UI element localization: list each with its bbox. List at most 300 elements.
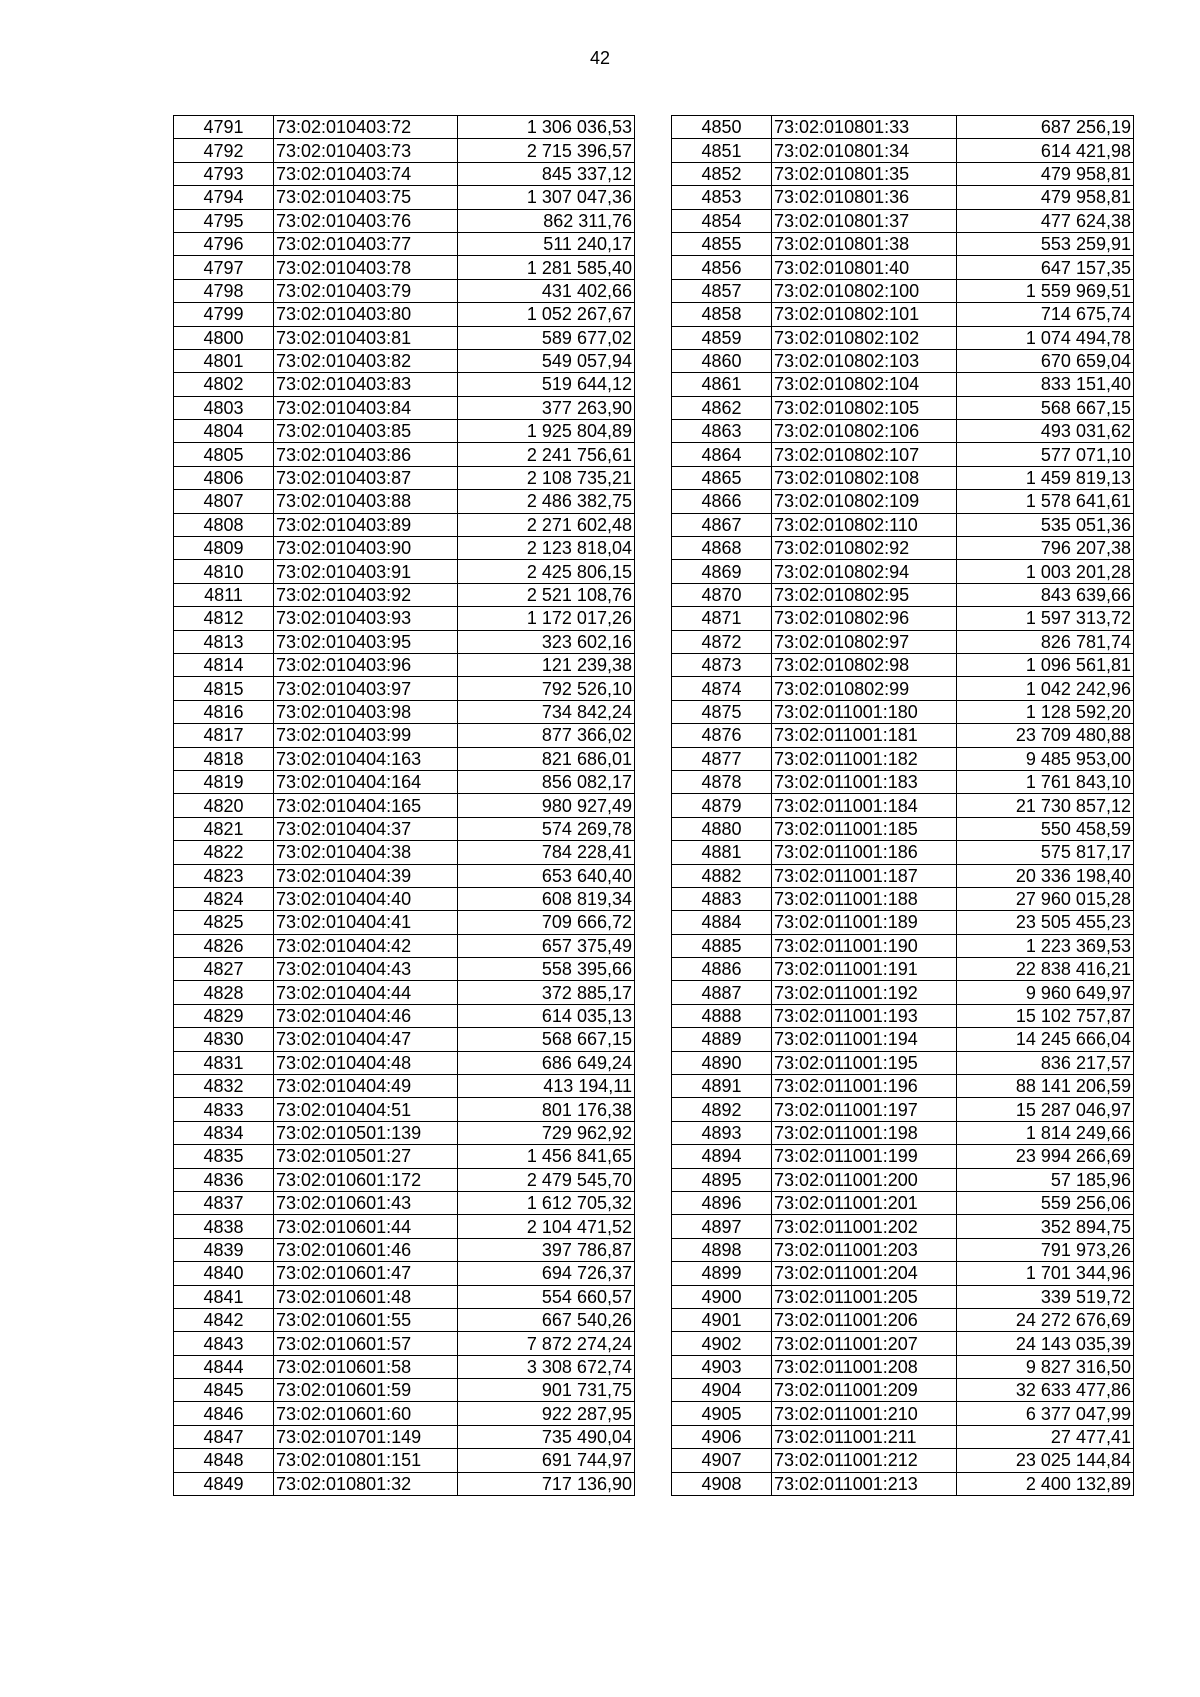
table-row bbox=[174, 700, 635, 723]
cadastral-value-cell: 24 272 676,69 bbox=[957, 1308, 1134, 1331]
row-number-cell: 4834 bbox=[174, 1121, 274, 1144]
cadastral-value-cell: 1 281 585,40 bbox=[458, 256, 635, 279]
row-number-cell: 4873 bbox=[672, 653, 772, 676]
cadastral-number-cell: 73:02:011001:182 bbox=[772, 747, 957, 770]
cadastral-value-cell: 574 269,78 bbox=[458, 817, 635, 840]
row-number-cell: 4855 bbox=[672, 232, 772, 255]
cadastral-number-cell: 73:02:010601:57 bbox=[274, 1332, 458, 1355]
table-row bbox=[672, 1379, 1134, 1402]
cadastral-value-cell: 575 817,17 bbox=[957, 841, 1134, 864]
cadastral-value-cell: 535 051,36 bbox=[957, 513, 1134, 536]
table-row bbox=[174, 630, 635, 653]
row-number-cell: 4821 bbox=[174, 817, 274, 840]
table-row bbox=[672, 326, 1134, 349]
table-row bbox=[672, 583, 1134, 606]
row-number-cell: 4875 bbox=[672, 700, 772, 723]
cadastral-number-cell: 73:02:010801:34 bbox=[772, 139, 957, 162]
cadastral-number-cell: 73:02:011001:181 bbox=[772, 724, 957, 747]
cadastral-value-cell: 801 176,38 bbox=[458, 1098, 635, 1121]
row-number-cell: 4879 bbox=[672, 794, 772, 817]
row-number-cell: 4887 bbox=[672, 981, 772, 1004]
row-number-cell: 4862 bbox=[672, 396, 772, 419]
cadastral-value-cell: 2 486 382,75 bbox=[458, 490, 635, 513]
cadastral-number-cell: 73:02:010404:49 bbox=[274, 1075, 458, 1098]
table-row bbox=[174, 232, 635, 255]
cadastral-number-cell: 73:02:010801:37 bbox=[772, 209, 957, 232]
cadastral-number-cell: 73:02:010404:51 bbox=[274, 1098, 458, 1121]
table-row bbox=[672, 1215, 1134, 1238]
cadastral-value-cell: 23 505 455,23 bbox=[957, 911, 1134, 934]
table-row bbox=[174, 1051, 635, 1074]
cadastral-number-cell: 73:02:011001:207 bbox=[772, 1332, 957, 1355]
table-row bbox=[672, 1238, 1134, 1261]
cadastral-number-cell: 73:02:011001:201 bbox=[772, 1191, 957, 1214]
cadastral-value-cell: 687 256,19 bbox=[957, 116, 1134, 139]
table-row bbox=[672, 466, 1134, 489]
row-number-cell: 4803 bbox=[174, 396, 274, 419]
cadastral-value-cell: 614 035,13 bbox=[458, 1004, 635, 1027]
table-row bbox=[672, 1285, 1134, 1308]
cadastral-value-cell: 2 715 396,57 bbox=[458, 139, 635, 162]
table-row bbox=[672, 373, 1134, 396]
row-number-cell: 4793 bbox=[174, 162, 274, 185]
cadastral-number-cell: 73:02:010403:87 bbox=[274, 466, 458, 489]
table-row bbox=[672, 1145, 1134, 1168]
cadastral-number-cell: 73:02:010802:108 bbox=[772, 466, 957, 489]
cadastral-number-cell: 73:02:010601:46 bbox=[274, 1238, 458, 1261]
row-number-cell: 4904 bbox=[672, 1379, 772, 1402]
row-number-cell: 4891 bbox=[672, 1075, 772, 1098]
table-row bbox=[672, 630, 1134, 653]
row-number-cell: 4792 bbox=[174, 139, 274, 162]
cadastral-value-cell: 14 245 666,04 bbox=[957, 1028, 1134, 1051]
cadastral-value-cell: 553 259,91 bbox=[957, 232, 1134, 255]
row-number-cell: 4880 bbox=[672, 817, 772, 840]
cadastral-number-cell: 73:02:011001:202 bbox=[772, 1215, 957, 1238]
cadastral-value-cell: 1 074 494,78 bbox=[957, 326, 1134, 349]
row-number-cell: 4861 bbox=[672, 373, 772, 396]
table-row bbox=[672, 1098, 1134, 1121]
cadastral-number-cell: 73:02:010404:44 bbox=[274, 981, 458, 1004]
table-row bbox=[672, 209, 1134, 232]
table-row bbox=[672, 1051, 1134, 1074]
cadastral-number-cell: 73:02:011001:205 bbox=[772, 1285, 957, 1308]
cadastral-value-cell: 6 377 047,99 bbox=[957, 1402, 1134, 1425]
cadastral-value-cell: 23 025 144,84 bbox=[957, 1449, 1134, 1472]
table-row bbox=[672, 653, 1134, 676]
cadastral-number-cell: 73:02:011001:184 bbox=[772, 794, 957, 817]
row-number-cell: 4866 bbox=[672, 490, 772, 513]
cadastral-number-cell: 73:02:010801:35 bbox=[772, 162, 957, 185]
cadastral-value-cell: 1 306 036,53 bbox=[458, 116, 635, 139]
cadastral-number-cell: 73:02:010802:92 bbox=[772, 537, 957, 560]
table-row bbox=[672, 841, 1134, 864]
cadastral-number-cell: 73:02:011001:192 bbox=[772, 981, 957, 1004]
cadastral-value-table-right bbox=[671, 115, 1134, 1496]
row-number-cell: 4832 bbox=[174, 1075, 274, 1098]
row-number-cell: 4807 bbox=[174, 490, 274, 513]
cadastral-number-cell: 73:02:010403:81 bbox=[274, 326, 458, 349]
cadastral-number-cell: 73:02:010601:60 bbox=[274, 1402, 458, 1425]
row-number-cell: 4836 bbox=[174, 1168, 274, 1191]
row-number-cell: 4823 bbox=[174, 864, 274, 887]
row-number-cell: 4870 bbox=[672, 583, 772, 606]
table-row bbox=[174, 1285, 635, 1308]
table-row bbox=[672, 911, 1134, 934]
cadastral-value-cell: 2 271 602,48 bbox=[458, 513, 635, 536]
table-row bbox=[672, 162, 1134, 185]
table-row bbox=[672, 1449, 1134, 1472]
cadastral-number-cell: 73:02:010403:97 bbox=[274, 677, 458, 700]
cadastral-number-cell: 73:02:011001:212 bbox=[772, 1449, 957, 1472]
row-number-cell: 4858 bbox=[672, 303, 772, 326]
table-row bbox=[174, 911, 635, 934]
cadastral-value-cell: 821 686,01 bbox=[458, 747, 635, 770]
cadastral-value-cell: 24 143 035,39 bbox=[957, 1332, 1134, 1355]
cadastral-number-cell: 73:02:011001:203 bbox=[772, 1238, 957, 1261]
table-row bbox=[672, 864, 1134, 887]
table-row bbox=[672, 232, 1134, 255]
cadastral-number-cell: 73:02:011001:208 bbox=[772, 1355, 957, 1378]
cadastral-number-cell: 73:02:010802:110 bbox=[772, 513, 957, 536]
row-number-cell: 4813 bbox=[174, 630, 274, 653]
table-row bbox=[672, 303, 1134, 326]
cadastral-value-table-left bbox=[173, 115, 635, 1496]
cadastral-number-cell: 73:02:010501:139 bbox=[274, 1121, 458, 1144]
cadastral-value-cell: 791 973,26 bbox=[957, 1238, 1134, 1261]
cadastral-number-cell: 73:02:010801:32 bbox=[274, 1472, 458, 1495]
row-number-cell: 4833 bbox=[174, 1098, 274, 1121]
cadastral-value-cell: 27 960 015,28 bbox=[957, 887, 1134, 910]
cadastral-number-cell: 73:02:010404:37 bbox=[274, 817, 458, 840]
row-number-cell: 4839 bbox=[174, 1238, 274, 1261]
row-number-cell: 4817 bbox=[174, 724, 274, 747]
table-row bbox=[174, 326, 635, 349]
cadastral-number-cell: 73:02:011001:187 bbox=[772, 864, 957, 887]
cadastral-value-cell: 477 624,38 bbox=[957, 209, 1134, 232]
cadastral-number-cell: 73:02:011001:200 bbox=[772, 1168, 957, 1191]
cadastral-value-cell: 1 456 841,65 bbox=[458, 1145, 635, 1168]
cadastral-number-cell: 73:02:010802:100 bbox=[772, 279, 957, 302]
cadastral-number-cell: 73:02:010403:86 bbox=[274, 443, 458, 466]
cadastral-value-cell: 1 042 242,96 bbox=[957, 677, 1134, 700]
table-row bbox=[672, 560, 1134, 583]
row-number-cell: 4812 bbox=[174, 607, 274, 630]
table-row bbox=[174, 1425, 635, 1448]
row-number-cell: 4896 bbox=[672, 1191, 772, 1214]
table-row bbox=[174, 1472, 635, 1495]
cadastral-value-cell: 784 228,41 bbox=[458, 841, 635, 864]
table-row bbox=[174, 537, 635, 560]
row-number-cell: 4884 bbox=[672, 911, 772, 934]
cadastral-number-cell: 73:02:010802:96 bbox=[772, 607, 957, 630]
row-number-cell: 4872 bbox=[672, 630, 772, 653]
cadastral-value-cell: 734 842,24 bbox=[458, 700, 635, 723]
row-number-cell: 4819 bbox=[174, 770, 274, 793]
table-row bbox=[672, 747, 1134, 770]
row-number-cell: 4816 bbox=[174, 700, 274, 723]
cadastral-number-cell: 73:02:011001:196 bbox=[772, 1075, 957, 1098]
cadastral-number-cell: 73:02:010801:33 bbox=[772, 116, 957, 139]
row-number-cell: 4878 bbox=[672, 770, 772, 793]
cadastral-number-cell: 73:02:010801:36 bbox=[772, 186, 957, 209]
table-row bbox=[174, 1449, 635, 1472]
table-row bbox=[672, 1402, 1134, 1425]
cadastral-value-cell: 1 925 804,89 bbox=[458, 420, 635, 443]
row-number-cell: 4841 bbox=[174, 1285, 274, 1308]
cadastral-value-cell: 1 814 249,66 bbox=[957, 1121, 1134, 1144]
row-number-cell: 4860 bbox=[672, 349, 772, 372]
cadastral-number-cell: 73:02:010404:164 bbox=[274, 770, 458, 793]
table-row bbox=[174, 1332, 635, 1355]
row-number-cell: 4830 bbox=[174, 1028, 274, 1051]
cadastral-number-cell: 73:02:010601:59 bbox=[274, 1379, 458, 1402]
row-number-cell: 4818 bbox=[174, 747, 274, 770]
cadastral-value-cell: 653 640,40 bbox=[458, 864, 635, 887]
cadastral-number-cell: 73:02:010403:99 bbox=[274, 724, 458, 747]
row-number-cell: 4889 bbox=[672, 1028, 772, 1051]
cadastral-value-cell: 479 958,81 bbox=[957, 162, 1134, 185]
row-number-cell: 4799 bbox=[174, 303, 274, 326]
cadastral-number-cell: 73:02:010601:58 bbox=[274, 1355, 458, 1378]
cadastral-value-cell: 1 307 047,36 bbox=[458, 186, 635, 209]
table-row bbox=[174, 1028, 635, 1051]
row-number-cell: 4838 bbox=[174, 1215, 274, 1238]
cadastral-number-cell: 73:02:010801:151 bbox=[274, 1449, 458, 1472]
cadastral-value-cell: 568 667,15 bbox=[458, 1028, 635, 1051]
table-row bbox=[174, 349, 635, 372]
row-number-cell: 4844 bbox=[174, 1355, 274, 1378]
table-row bbox=[174, 607, 635, 630]
cadastral-value-cell: 27 477,41 bbox=[957, 1425, 1134, 1448]
table-row bbox=[174, 1145, 635, 1168]
row-number-cell: 4857 bbox=[672, 279, 772, 302]
row-number-cell: 4871 bbox=[672, 607, 772, 630]
row-number-cell: 4854 bbox=[672, 209, 772, 232]
cadastral-number-cell: 73:02:010601:48 bbox=[274, 1285, 458, 1308]
row-number-cell: 4883 bbox=[672, 887, 772, 910]
cadastral-number-cell: 73:02:011001:188 bbox=[772, 887, 957, 910]
cadastral-number-cell: 73:02:010802:103 bbox=[772, 349, 957, 372]
table-row bbox=[672, 1262, 1134, 1285]
row-number-cell: 4892 bbox=[672, 1098, 772, 1121]
row-number-cell: 4899 bbox=[672, 1262, 772, 1285]
cadastral-number-cell: 73:02:010802:98 bbox=[772, 653, 957, 676]
cadastral-number-cell: 73:02:010801:38 bbox=[772, 232, 957, 255]
table-row bbox=[672, 1168, 1134, 1191]
cadastral-value-cell: 647 157,35 bbox=[957, 256, 1134, 279]
table-row bbox=[672, 1425, 1134, 1448]
row-number-cell: 4894 bbox=[672, 1145, 772, 1168]
cadastral-value-cell: 608 819,34 bbox=[458, 887, 635, 910]
cadastral-value-cell: 121 239,38 bbox=[458, 653, 635, 676]
row-number-cell: 4829 bbox=[174, 1004, 274, 1027]
table-row bbox=[672, 1472, 1134, 1495]
cadastral-value-cell: 856 082,17 bbox=[458, 770, 635, 793]
cadastral-number-cell: 73:02:010403:95 bbox=[274, 630, 458, 653]
cadastral-value-cell: 2 521 108,76 bbox=[458, 583, 635, 606]
cadastral-value-cell: 23 994 266,69 bbox=[957, 1145, 1134, 1168]
cadastral-value-cell: 1 761 843,10 bbox=[957, 770, 1134, 793]
cadastral-value-cell: 1 223 369,53 bbox=[957, 934, 1134, 957]
cadastral-number-cell: 73:02:011001:211 bbox=[772, 1425, 957, 1448]
cadastral-value-cell: 836 217,57 bbox=[957, 1051, 1134, 1074]
row-number-cell: 4890 bbox=[672, 1051, 772, 1074]
table-row bbox=[672, 934, 1134, 957]
cadastral-number-cell: 73:02:010802:97 bbox=[772, 630, 957, 653]
cadastral-number-cell: 73:02:010403:91 bbox=[274, 560, 458, 583]
row-number-cell: 4900 bbox=[672, 1285, 772, 1308]
cadastral-number-cell: 73:02:010601:44 bbox=[274, 1215, 458, 1238]
table-row bbox=[174, 958, 635, 981]
table-row bbox=[174, 1379, 635, 1402]
row-number-cell: 4885 bbox=[672, 934, 772, 957]
cadastral-value-cell: 88 141 206,59 bbox=[957, 1075, 1134, 1098]
cadastral-value-cell: 901 731,75 bbox=[458, 1379, 635, 1402]
cadastral-value-cell: 15 102 757,87 bbox=[957, 1004, 1134, 1027]
table-row bbox=[672, 1075, 1134, 1098]
cadastral-number-cell: 73:02:010403:90 bbox=[274, 537, 458, 560]
cadastral-value-cell: 694 726,37 bbox=[458, 1262, 635, 1285]
cadastral-number-cell: 73:02:011001:197 bbox=[772, 1098, 957, 1121]
table-row bbox=[174, 560, 635, 583]
cadastral-number-cell: 73:02:010403:75 bbox=[274, 186, 458, 209]
table-row bbox=[174, 396, 635, 419]
row-number-cell: 4901 bbox=[672, 1308, 772, 1331]
row-number-cell: 4906 bbox=[672, 1425, 772, 1448]
table-row bbox=[174, 186, 635, 209]
cadastral-number-cell: 73:02:010601:55 bbox=[274, 1308, 458, 1331]
table-row bbox=[174, 256, 635, 279]
table-row bbox=[174, 864, 635, 887]
cadastral-number-cell: 73:02:011001:210 bbox=[772, 1402, 957, 1425]
table-row bbox=[174, 279, 635, 302]
cadastral-value-cell: 667 540,26 bbox=[458, 1308, 635, 1331]
cadastral-value-cell: 1 459 819,13 bbox=[957, 466, 1134, 489]
cadastral-number-cell: 73:02:011001:206 bbox=[772, 1308, 957, 1331]
row-number-cell: 4815 bbox=[174, 677, 274, 700]
row-number-cell: 4796 bbox=[174, 232, 274, 255]
table-row bbox=[672, 677, 1134, 700]
table-row bbox=[174, 724, 635, 747]
cadastral-value-cell: 15 287 046,97 bbox=[957, 1098, 1134, 1121]
row-number-cell: 4856 bbox=[672, 256, 772, 279]
cadastral-number-cell: 73:02:011001:204 bbox=[772, 1262, 957, 1285]
row-number-cell: 4814 bbox=[174, 653, 274, 676]
cadastral-value-cell: 1 559 969,51 bbox=[957, 279, 1134, 302]
table-row bbox=[174, 373, 635, 396]
row-number-cell: 4853 bbox=[672, 186, 772, 209]
table-row bbox=[174, 116, 635, 139]
table-row bbox=[672, 279, 1134, 302]
table-row bbox=[174, 1238, 635, 1261]
cadastral-value-cell: 20 336 198,40 bbox=[957, 864, 1134, 887]
table-row bbox=[174, 1215, 635, 1238]
row-number-cell: 4837 bbox=[174, 1191, 274, 1214]
row-number-cell: 4824 bbox=[174, 887, 274, 910]
row-number-cell: 4882 bbox=[672, 864, 772, 887]
table-row bbox=[672, 770, 1134, 793]
table-row bbox=[672, 958, 1134, 981]
cadastral-value-cell: 493 031,62 bbox=[957, 420, 1134, 443]
cadastral-value-cell: 549 057,94 bbox=[458, 349, 635, 372]
row-number-cell: 4851 bbox=[672, 139, 772, 162]
table-row bbox=[174, 1262, 635, 1285]
table-row bbox=[672, 724, 1134, 747]
cadastral-value-cell: 2 425 806,15 bbox=[458, 560, 635, 583]
table-row bbox=[174, 981, 635, 1004]
cadastral-value-cell: 511 240,17 bbox=[458, 232, 635, 255]
table-row bbox=[174, 420, 635, 443]
cadastral-value-cell: 352 894,75 bbox=[957, 1215, 1134, 1238]
cadastral-value-cell: 377 263,90 bbox=[458, 396, 635, 419]
row-number-cell: 4865 bbox=[672, 466, 772, 489]
cadastral-number-cell: 73:02:010403:84 bbox=[274, 396, 458, 419]
cadastral-number-cell: 73:02:010403:96 bbox=[274, 653, 458, 676]
table-row bbox=[174, 794, 635, 817]
cadastral-number-cell: 73:02:011001:209 bbox=[772, 1379, 957, 1402]
table-row bbox=[174, 1168, 635, 1191]
table-row bbox=[174, 303, 635, 326]
table-row bbox=[672, 443, 1134, 466]
cadastral-value-cell: 568 667,15 bbox=[957, 396, 1134, 419]
cadastral-number-cell: 73:02:010403:74 bbox=[274, 162, 458, 185]
cadastral-number-cell: 73:02:011001:199 bbox=[772, 1145, 957, 1168]
cadastral-number-cell: 73:02:010403:80 bbox=[274, 303, 458, 326]
row-number-cell: 4801 bbox=[174, 349, 274, 372]
row-number-cell: 4849 bbox=[174, 1472, 274, 1495]
cadastral-number-cell: 73:02:011001:213 bbox=[772, 1472, 957, 1495]
table-row bbox=[174, 1308, 635, 1331]
cadastral-number-cell: 73:02:010404:48 bbox=[274, 1051, 458, 1074]
row-number-cell: 4868 bbox=[672, 537, 772, 560]
cadastral-number-cell: 73:02:011001:191 bbox=[772, 958, 957, 981]
table-row bbox=[174, 1355, 635, 1378]
row-number-cell: 4791 bbox=[174, 116, 274, 139]
table-row bbox=[174, 443, 635, 466]
row-number-cell: 4897 bbox=[672, 1215, 772, 1238]
cadastral-number-cell: 73:02:010601:172 bbox=[274, 1168, 458, 1191]
cadastral-number-cell: 73:02:010404:39 bbox=[274, 864, 458, 887]
row-number-cell: 4840 bbox=[174, 1262, 274, 1285]
table-row bbox=[672, 887, 1134, 910]
cadastral-value-cell: 1 597 313,72 bbox=[957, 607, 1134, 630]
table-row bbox=[174, 162, 635, 185]
cadastral-value-cell: 862 311,76 bbox=[458, 209, 635, 232]
cadastral-value-cell: 9 827 316,50 bbox=[957, 1355, 1134, 1378]
cadastral-number-cell: 73:02:010404:42 bbox=[274, 934, 458, 957]
cadastral-number-cell: 73:02:010404:46 bbox=[274, 1004, 458, 1027]
cadastral-value-cell: 735 490,04 bbox=[458, 1425, 635, 1448]
table-row bbox=[672, 1308, 1134, 1331]
table-row bbox=[672, 116, 1134, 139]
table-row bbox=[672, 1028, 1134, 1051]
row-number-cell: 4842 bbox=[174, 1308, 274, 1331]
cadastral-value-cell: 397 786,87 bbox=[458, 1238, 635, 1261]
row-number-cell: 4826 bbox=[174, 934, 274, 957]
row-number-cell: 4805 bbox=[174, 443, 274, 466]
table-row bbox=[672, 513, 1134, 536]
cadastral-value-cell: 9 485 953,00 bbox=[957, 747, 1134, 770]
cadastral-number-cell: 73:02:010403:98 bbox=[274, 700, 458, 723]
table-row bbox=[174, 583, 635, 606]
row-number-cell: 4825 bbox=[174, 911, 274, 934]
row-number-cell: 4869 bbox=[672, 560, 772, 583]
cadastral-value-cell: 589 677,02 bbox=[458, 326, 635, 349]
cadastral-number-cell: 73:02:011001:198 bbox=[772, 1121, 957, 1144]
cadastral-number-cell: 73:02:010404:163 bbox=[274, 747, 458, 770]
row-number-cell: 4864 bbox=[672, 443, 772, 466]
